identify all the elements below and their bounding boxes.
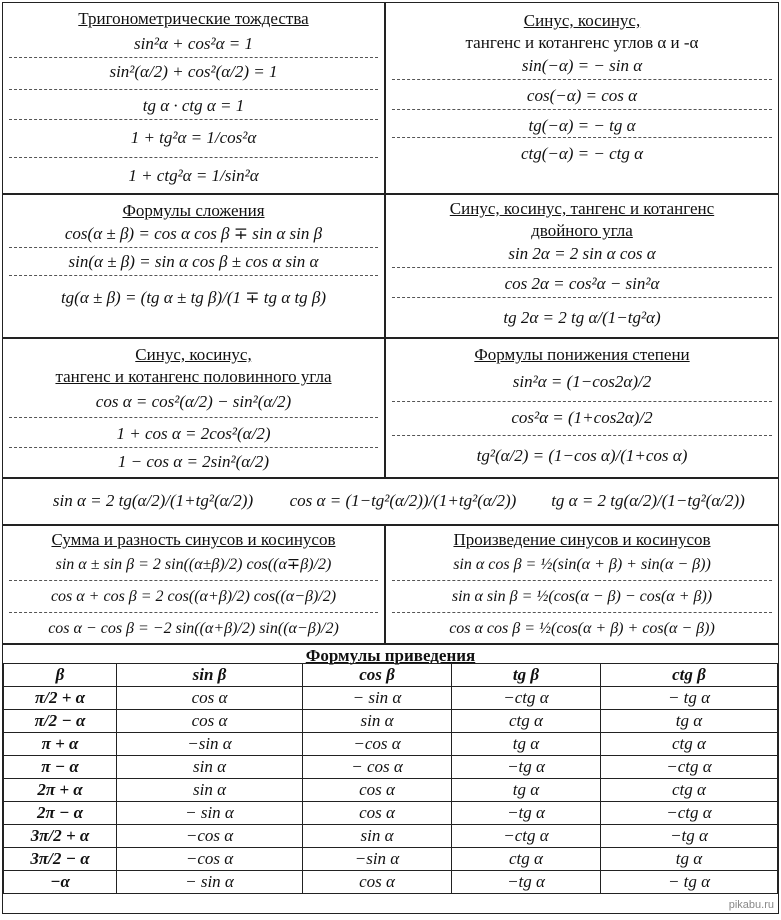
formula: 1 + cos α = 2cos²(α/2)	[116, 424, 271, 443]
section-title: двойного угла	[531, 221, 633, 240]
table-row	[4, 848, 778, 871]
trig-identities-section	[3, 3, 384, 193]
value-cell: tg α	[452, 733, 601, 756]
formula: sin(−α) = − sin α	[521, 56, 643, 75]
row-divider	[3, 643, 778, 645]
formula: sin²α + cos²α = 1	[134, 34, 253, 53]
table-row	[4, 825, 778, 848]
value-cell: −ctg α	[601, 802, 778, 825]
table-row	[4, 871, 778, 894]
double-angle-section	[386, 195, 778, 337]
value-cell: ctg α	[601, 733, 778, 756]
section-title: Сумма и разность синусов и косинусов	[51, 530, 336, 549]
formula: sin(α ± β) = sin α cos β ± cos α sin α	[68, 252, 319, 271]
formula: cos α = cos²(α/2) − sin²(α/2)	[95, 392, 292, 411]
value-cell: −cos α	[117, 825, 303, 848]
formula: sin α ± sin β = 2 sin((α±β)/2) cos((α∓β)/2)	[55, 556, 332, 573]
angle-cell: 2π − α	[4, 802, 117, 825]
section-title: тангенс и котангенс углов α и -α	[465, 33, 699, 52]
angle-cell: π/2 + α	[4, 687, 117, 710]
formula: 1 − cos α = 2sin²(α/2)	[117, 452, 270, 471]
table-row	[4, 687, 778, 710]
formula: sin α sin β = ½(cos(α − β) − cos(α + β))	[451, 588, 713, 605]
table-header-row	[4, 664, 778, 687]
section-title: Произведение синусов и косинусов	[453, 530, 711, 549]
product-section	[386, 526, 778, 643]
value-cell: cos α	[303, 779, 452, 802]
sum-difference-section	[3, 526, 384, 643]
table-row	[4, 756, 778, 779]
formula: sin²α = (1−cos2α)/2	[512, 372, 652, 391]
formula: ctg(−α) = − ctg α	[520, 144, 644, 163]
formula: cos α − cos β = −2 sin((α+β)/2) sin((α−β)/2)	[48, 620, 339, 637]
formula: sin²(α/2) + cos²(α/2) = 1	[109, 62, 278, 81]
value-cell: −tg α	[452, 756, 601, 779]
reduction-table	[3, 663, 778, 894]
formula: tg(α ± β) = (tg α ± tg β)/(1 ∓ tg α tg β)	[60, 288, 327, 307]
formula: cos α + cos β = 2 cos((α+β)/2) cos((α−β)/2)	[50, 588, 337, 605]
section-title: Синус, косинус, тангенс и котангенс	[449, 199, 715, 218]
half-angle-section	[3, 339, 384, 477]
angle-cell: π/2 − α	[4, 710, 117, 733]
column-header: ctg β	[601, 664, 778, 687]
value-cell: − tg α	[601, 871, 778, 894]
angle-cell: −α	[4, 871, 117, 894]
value-cell: −tg α	[452, 802, 601, 825]
angle-cell: 3π/2 + α	[4, 825, 117, 848]
value-cell: ctg α	[452, 710, 601, 733]
value-cell: −ctg α	[452, 825, 601, 848]
formula: cos(−α) = cos α	[526, 86, 638, 105]
table-row	[4, 733, 778, 756]
value-cell: − tg α	[601, 687, 778, 710]
value-cell: sin α	[303, 825, 452, 848]
value-cell: −ctg α	[601, 756, 778, 779]
value-cell: −sin α	[117, 733, 303, 756]
formula: tg 2α = 2 tg α/(1−tg²α)	[503, 308, 661, 327]
formula: tg α · ctg α = 1	[142, 96, 245, 115]
value-cell: −sin α	[303, 848, 452, 871]
angle-cell: π − α	[4, 756, 117, 779]
section-title: Формулы сложения	[122, 201, 265, 220]
value-cell: cos α	[303, 802, 452, 825]
value-cell: − sin α	[117, 871, 303, 894]
formula: cos α = (1−tg²(α/2))/(1+tg²(α/2))	[289, 491, 517, 510]
addition-formulas-section	[3, 195, 384, 337]
negative-angle-section	[386, 3, 778, 193]
table-row	[4, 710, 778, 733]
formula: tg(−α) = − tg α	[528, 116, 636, 135]
angle-cell: 3π/2 − α	[4, 848, 117, 871]
value-cell: − sin α	[303, 687, 452, 710]
value-cell: −tg α	[601, 825, 778, 848]
formula: tg²(α/2) = (1−cos α)/(1+cos α)	[476, 446, 688, 465]
section-title: тангенс и котангенс половинного угла	[55, 367, 332, 386]
universal-substitution-section	[3, 479, 778, 524]
column-header: β	[4, 664, 117, 687]
table-row	[4, 802, 778, 825]
table-row	[4, 779, 778, 802]
section-title: Синус, косинус,	[135, 345, 252, 364]
formula: 1 + tg²α = 1/cos²α	[130, 128, 257, 147]
formula: sin α cos β = ½(sin(α + β) + sin(α − β))	[453, 556, 711, 573]
value-cell: sin α	[117, 756, 303, 779]
formula: sin 2α = 2 sin α cos α	[508, 244, 656, 263]
value-cell: −cos α	[117, 848, 303, 871]
formula-sheet	[2, 2, 779, 914]
value-cell: cos α	[303, 871, 452, 894]
formula: tg α = 2 tg(α/2)/(1−tg²(α/2))	[551, 491, 745, 510]
value-cell: −cos α	[303, 733, 452, 756]
angle-cell: 2π + α	[4, 779, 117, 802]
value-cell: − sin α	[117, 802, 303, 825]
formula: sin α = 2 tg(α/2)/(1+tg²(α/2))	[52, 491, 254, 510]
section-title: Тригонометрические тождества	[78, 9, 309, 28]
value-cell: cos α	[117, 710, 303, 733]
angle-cell: π + α	[4, 733, 117, 756]
power-reduction-section	[386, 339, 778, 477]
section-title: Формулы понижения степени	[474, 345, 690, 364]
value-cell: ctg α	[601, 779, 778, 802]
reduction-title: Формулы приведения	[305, 646, 476, 665]
column-header: sin β	[117, 664, 303, 687]
value-cell: − cos α	[303, 756, 452, 779]
value-cell: −tg α	[452, 871, 601, 894]
formula: 1 + ctg²α = 1/sin²α	[128, 166, 259, 185]
value-cell: tg α	[452, 779, 601, 802]
value-cell: tg α	[601, 710, 778, 733]
column-header: tg β	[452, 664, 601, 687]
formula: cos 2α = cos²α − sin²α	[504, 274, 660, 293]
value-cell: sin α	[117, 779, 303, 802]
value-cell: tg α	[601, 848, 778, 871]
formula: cos α cos β = ½(cos(α + β) + cos(α − β))	[449, 620, 715, 637]
value-cell: cos α	[117, 687, 303, 710]
value-cell: −ctg α	[452, 687, 601, 710]
column-header: cos β	[303, 664, 452, 687]
value-cell: ctg α	[452, 848, 601, 871]
value-cell: sin α	[303, 710, 452, 733]
formula: cos²α = (1+cos2α)/2	[511, 408, 653, 427]
watermark: pikabu.ru	[728, 899, 774, 911]
section-title: Синус, косинус,	[523, 11, 641, 30]
formula: cos(α ± β) = cos α cos β ∓ sin α sin β	[64, 224, 323, 243]
